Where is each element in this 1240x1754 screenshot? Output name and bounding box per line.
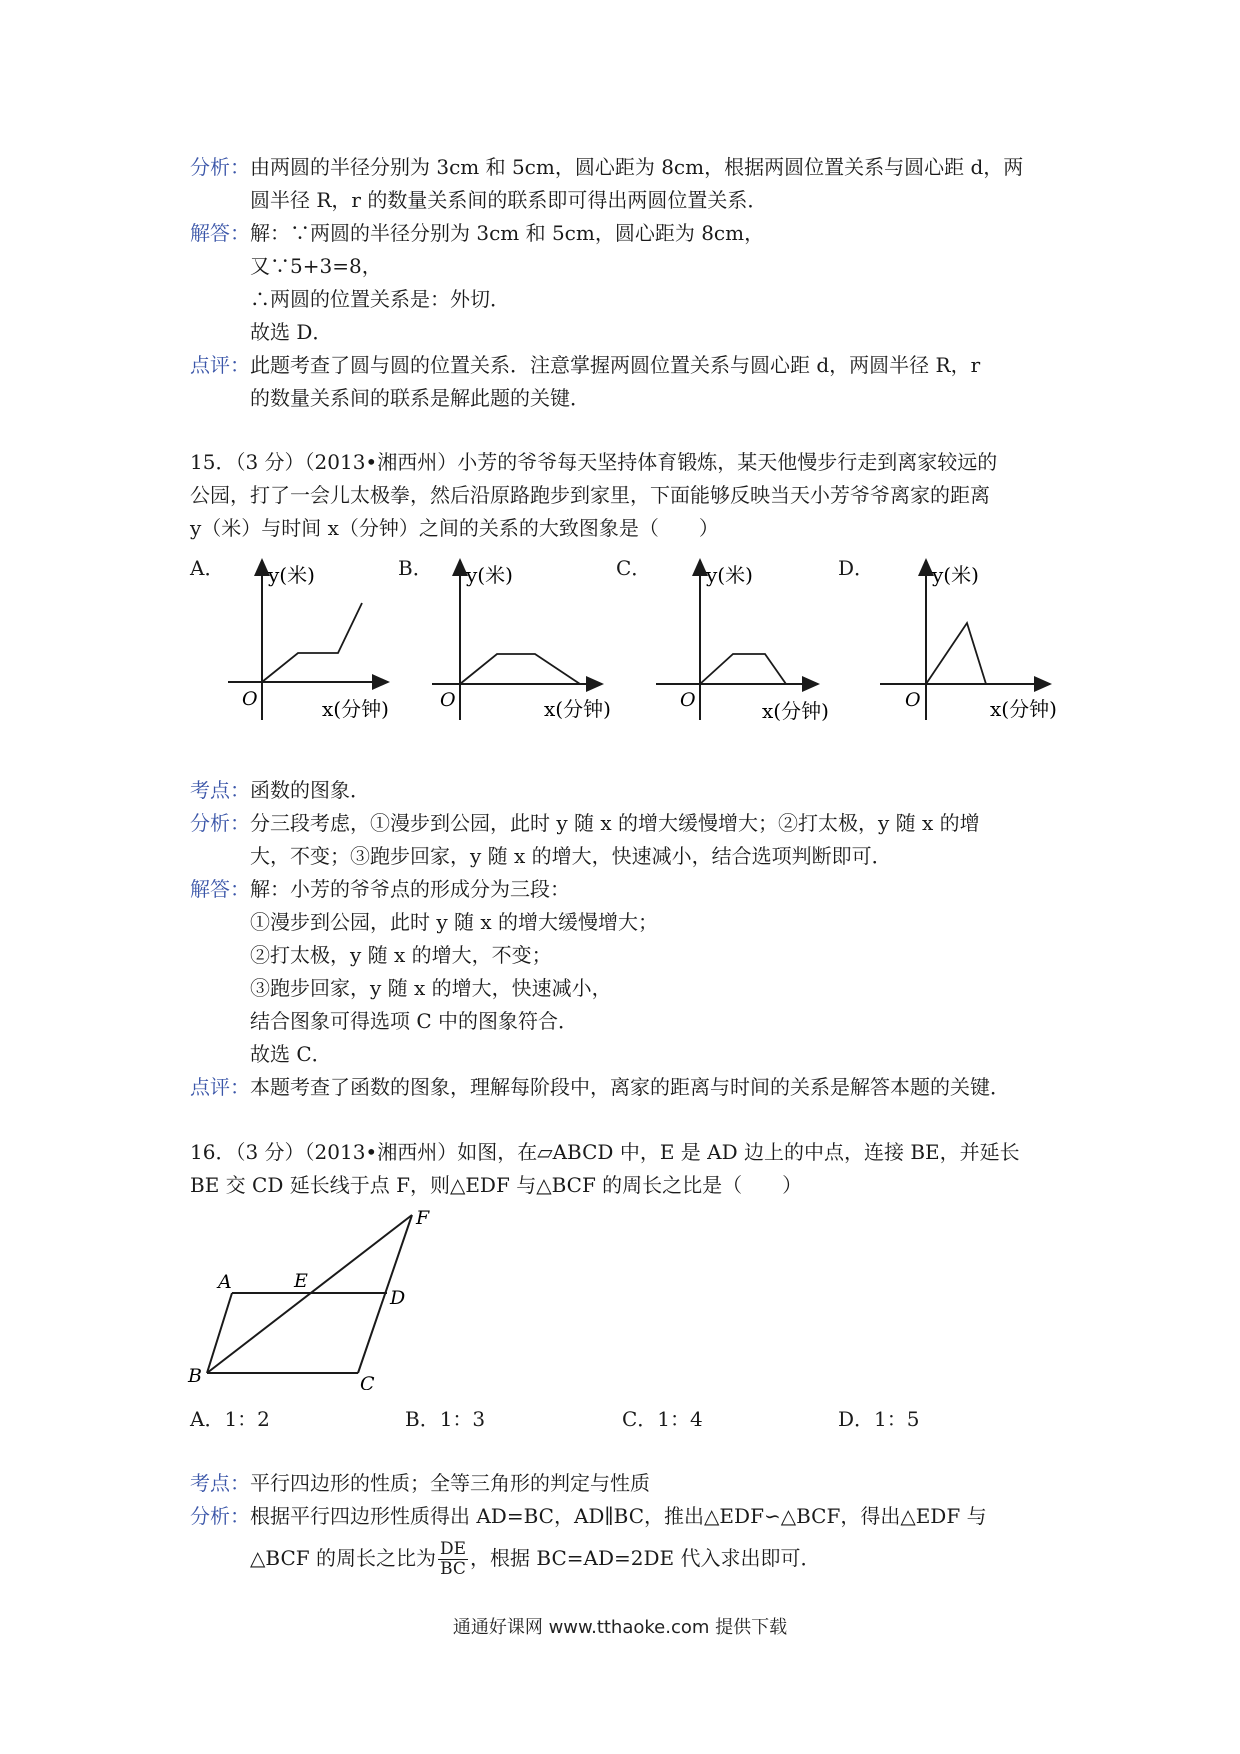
kaodian-label: 考点： <box>190 1471 250 1495</box>
q15-option-b: B． <box>398 556 433 580</box>
graph-c-curve <box>700 654 786 684</box>
q15-option-a: A． <box>190 556 225 580</box>
page-footer: 通通好课网 www.tthaoke.com 提供下载 <box>452 1617 788 1638</box>
fraction-de-bc <box>438 1540 468 1579</box>
graph-d-origin: O <box>905 689 921 711</box>
graph-a-xlabel: x(分钟) <box>322 697 389 721</box>
q15-dianping-line1: 本题考查了函数的图象，理解每阶段中，离家的距离与时间的关系是解答本题的关键． <box>250 1075 1010 1099</box>
graph-c-xlabel: x(分钟) <box>762 699 829 723</box>
q15-jieda-line6: 故选 C． <box>250 1042 332 1066</box>
q16-fenxi <box>190 1500 987 1533</box>
q14-jieda-line4: 故选 D． <box>250 320 333 344</box>
q15-fenxi <box>190 807 980 840</box>
q15-stem-line3: y（米）与时间 x（分钟）之间的关系的大致图象是（ ） <box>190 516 719 540</box>
q15-kaodian-text: 函数的图象． <box>250 778 370 802</box>
graph-b-ylabel: y(米) <box>466 563 513 587</box>
q16-option-b: B．1：3 <box>405 1407 486 1431</box>
graph-d <box>880 560 1057 721</box>
fraction-denominator: BC <box>440 1559 466 1579</box>
jieda-label: 解答： <box>190 877 250 901</box>
q15-option-d: D． <box>838 556 875 580</box>
q16-stem-line2: BE 交 CD 延长线于点 F，则△EDF 与△BCF 的周长之比是（ ） <box>190 1173 803 1197</box>
point-b-label: B <box>188 1365 202 1387</box>
q16-option-c: C．1：4 <box>622 1407 703 1431</box>
q15-fenxi-line2: 大，不变；③跑步回家，y 随 x 的增大，快速减小，结合选项判断即可． <box>250 844 892 868</box>
q14-jieda-line3: ∴两圆的位置关系是：外切． <box>250 287 510 311</box>
kaodian-label: 考点： <box>190 778 250 802</box>
q14-dianping-line2: 的数量关系间的联系是解此题的关键． <box>250 386 590 410</box>
q14-jieda-line2: 又∵5+3=8， <box>250 254 382 278</box>
fenxi-label: 分析： <box>190 1504 250 1528</box>
graph-b-xlabel: x(分钟) <box>544 697 611 721</box>
q15-fenxi-line1: 分三段考虑，①漫步到公园，此时 y 随 x 的增大缓慢增大；②打太极，y 随 x 的增 <box>250 811 980 835</box>
graph-d-curve <box>926 623 986 684</box>
q16-figure <box>180 1210 440 1390</box>
q16-option-a: A．1：2 <box>190 1407 270 1431</box>
q14-fenxi-line2: 圆半径 R，r 的数量关系间的联系即可得出两圆位置关系． <box>250 188 768 212</box>
q14-dianping-line1: 此题考查了圆与圆的位置关系．注意掌握两圆位置关系与圆心距 d，两圆半径 R，r <box>250 353 981 377</box>
graph-b-origin: O <box>440 689 456 711</box>
jieda-label: 解答： <box>190 221 250 245</box>
graph-a-ylabel: y(米) <box>268 563 315 587</box>
q14-jieda-line1: 解：∵两圆的半径分别为 3cm 和 5cm，圆心距为 8cm， <box>250 221 765 245</box>
q15-jieda-line4: ③跑步回家，y 随 x 的增大，快速减小， <box>250 976 612 1000</box>
graph-d-ylabel: y(米) <box>932 563 979 587</box>
q15-jieda-line1: 解：小芳的爷爷点的形成分为三段： <box>250 877 570 901</box>
q15-jieda <box>190 873 570 906</box>
q15-stem-line1: 15．（3 分）（2013•湘西州）小芳的爷爷每天坚持体育锻炼，某天他慢步行走到离家较远的 <box>190 450 998 474</box>
q15-option-c: C． <box>616 556 652 580</box>
q15-jieda-line5: 结合图象可得选项 C 中的图象符合． <box>250 1009 579 1033</box>
graph-d-xlabel: x(分钟) <box>990 697 1057 721</box>
q15-dianping <box>190 1071 1010 1104</box>
graph-a <box>228 560 389 721</box>
q15-graphs <box>0 0 1240 760</box>
dianping-label: 点评： <box>190 353 250 377</box>
q16-fenxi-line2 <box>250 1540 821 1579</box>
point-c-label: C <box>360 1373 375 1390</box>
q14-fenxi-line1: 由两圆的半径分别为 3cm 和 5cm，圆心距为 8cm，根据两圆位置关系与圆心距 d，两 <box>250 155 1024 179</box>
q16-option-d: D．1：5 <box>838 1407 920 1431</box>
graph-a-origin: O <box>242 688 258 710</box>
graph-c-ylabel: y(米) <box>706 563 753 587</box>
graph-a-curve <box>262 603 362 682</box>
graph-c <box>656 560 829 723</box>
q16-fenxi-line2-post: ，根据 BC=AD=2DE 代入求出即可． <box>470 1546 821 1570</box>
fenxi-label: 分析： <box>190 811 250 835</box>
q16-stem-line1: 16．（3 分）（2013•湘西州）如图，在▱ABCD 中，E 是 AD 边上的中点，连接 BE，并延长 <box>190 1140 1020 1164</box>
point-a-label: A <box>218 1271 232 1293</box>
q15-jieda-line2: ①漫步到公园，此时 y 随 x 的增大缓慢增大； <box>250 910 659 934</box>
point-e-label: E <box>294 1270 308 1292</box>
q16-fenxi-line2-pre: △BCF 的周长之比为 <box>250 1546 436 1570</box>
segment-ab <box>207 1293 232 1373</box>
q16-kaodian-text: 平行四边形的性质；全等三角形的判定与性质 <box>250 1471 650 1495</box>
q15-kaodian <box>190 774 370 807</box>
graph-b-curve <box>460 654 580 684</box>
fenxi-label: 分析： <box>190 155 250 179</box>
graph-c-origin: O <box>680 689 696 711</box>
point-f-label: F <box>416 1210 430 1229</box>
q16-kaodian <box>190 1467 650 1500</box>
q15-jieda-line3: ②打太极，y 随 x 的增大，不变； <box>250 943 552 967</box>
q16-fenxi-line1: 根据平行四边形性质得出 AD=BC，AD∥BC，推出△EDF∽△BCF，得出△EDF 与 <box>250 1504 987 1528</box>
q15-stem-line2: 公园，打了一会儿太极拳，然后沿原路跑步到家里，下面能够反映当天小芳爷爷离家的距离 <box>190 483 990 507</box>
dianping-label: 点评： <box>190 1075 250 1099</box>
fraction-numerator: DE <box>440 1539 467 1559</box>
point-d-label: D <box>390 1287 406 1309</box>
graph-b <box>432 560 611 721</box>
